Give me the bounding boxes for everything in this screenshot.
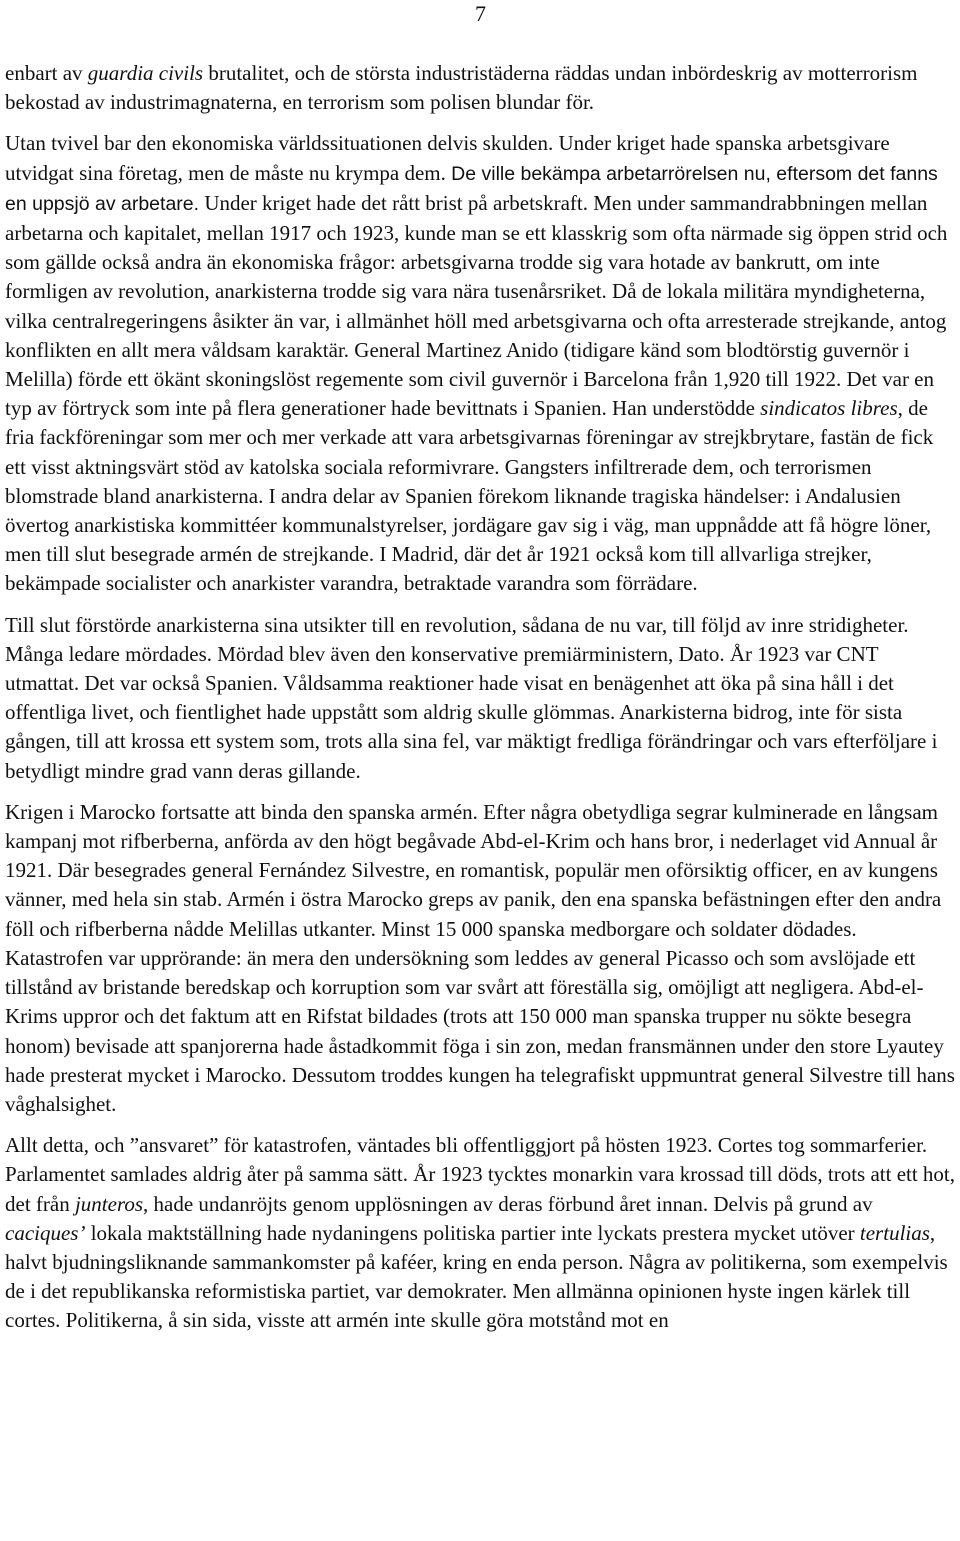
text-run-italic: sindicatos libres <box>760 396 898 421</box>
text-run: lokala maktställning hade nydaningens politiska partier inte lyckats prestera mycket utöver <box>85 1220 860 1245</box>
document-body <box>5 59 955 1348</box>
paragraph-5 <box>5 1131 955 1335</box>
text-run: , de fria fackföreningar som mer och mer verkade att vara arbetsgivarnas föreningar av strejkbrytare, fastän de fick ett visst aktningsvärt stöd av katolska sociala reformivrare. Gangsters infiltrerade dem, och terrorismen blomstrade bland anarkisterna. I andra delar av Spanien förekom liknande tragiska händelser: i Andalusien övertog anarkistiska kommittéer kommunalstyrelser, jordägare gav sig i väg, man uppnådde att få högre löner, men till slut besegrade armén de strejkande. I Madrid, där det år 1921 också kom till allvarliga strejker, bekämpade socialister och anarkister varandra, betraktade varandra som förrädare. <box>5 396 934 596</box>
page-number: 7 <box>475 1 486 26</box>
paragraph-3 <box>5 611 955 786</box>
text-run-italic: caciques’ <box>5 1220 86 1245</box>
text-run: Under kriget hade det rått brist på arbetskraft. <box>199 190 594 215</box>
text-run-italic: junteros <box>74 1191 144 1216</box>
text-run: Till slut förstörde anarkisterna sina utsikter till en revolution, sådana de nu var, till följd av inre stridigheter. Många ledare mördades. Mördad blev även den konservative premiärministern, Dato. År 1923 var CNT utmattat. Det var också Spanien. Våldsamma reaktioner hade visat en benägenhet att öka på sina håll i det offentliga livet, och fientlighet hade uppstått som aldrig skulle glömmas. Anarkisterna bidrog, inte för sista gången, till att krossa ett system som, trots alla sina fel, var mäktigt fredliga förändringar och vars efterföljare i betydligt mindre grad vann deras gillande. <box>5 612 938 783</box>
text-run: Men under sammandrabbningen mellan arbetarna och kapitalet, mellan 1917 och 1923, kunde man se ett klasskrig som ofta närmade sig öppen strid och som gällde också andra än ekonomiska frågor: arbetsgivarna trodde sig vara hotade av bankrutt, om inte formligen av revolution, anarkisterna trodde sig vara nära tusenårsriket. Då de lokala militära myndigheterna, vilka centralregeringens åsikter än var, i allmänhet höll med arbetsgivarna och ofta arresterade strejkande, antog konflikten en allt mera våldsam karaktär. General Martinez Anido (tidigare känd som blodtörstig guvernör i Melilla) förde ett ökänt skoningslöst regemente som civil guvernör i Barcelona från 1,920 till 1922. Det var en typ av förtryck som inte på flera generationer hade bevittnats i Spanien. Han understödde <box>5 190 948 421</box>
text-run: , hade undanröjts genom upplösningen av deras förbund året innan. Delvis på grund av <box>143 1191 873 1216</box>
text-run: Krigen i Marocko fortsatte att binda den spanska armén. Efter några obetydliga segrar kulminerade en långsam kampanj mot rifberberna, anförda av den högt begåvade Abd-el-Krim och hans bror, i nederlaget vid Annual år 1921. Där besegrades general Fernández Silvestre, en romantisk, populär men oförsiktig officer, en av kungens vänner, med hela sin stab. Armén i östra Marocko greps av panik, den ena spanska befästningen efter den andra föll och rifberberna nådde Melillas utkanter. Minst 15 000 spanska medborgare och soldater dödades. Katastrofen var upprörande: än mera den undersökning som leddes av general Picasso och som avslöjade ett tillstånd av bristande beredskap och korruption som var svårt att föreställa sig, omöjligt att negligera. Abd-el-Krims uppror och det faktum att en Rifstat bildades (trots att 150 000 man spanska trupper nu sökte besegra honom) bevisade att spanjorerna hade åstadkommit föga i sin zon, medan fransmännen under den store Lyautey hade presterat mycket i Marocko. Dessutom troddes kungen ha telegrafiskt uppmuntrat general Silvestre till hans våghalsighet. <box>5 799 955 1116</box>
text-run: brutalitet, och de största industristäderna räddas undan inbördeskrig av motterrorism bekostad av industrimagnaterna, en terrorism som polisen blundar för. <box>5 61 918 115</box>
text-run: enbart av <box>5 61 88 85</box>
paragraph-4 <box>5 798 955 1119</box>
text-run: , halvt bjudningsliknande sammankomster på kaféer, kring en enda person. Några av politikerna, som exempelvis de i det republikanska reformistiska partiet, var demokrater. Men allmänna opinionen hyste ingen kärlek till cortes. Politikerna, å sin sida, visste att armén inte skulle göra motstånd mot en <box>5 1220 948 1333</box>
text-run: Allt detta, och ”ansvaret” för katastrofen, väntades bli offentliggjort på hösten 1923. Cortes tog sommarferier. Parlamentet samlades aldrig åter på samma sätt. År 1923 tycktes monarkin vara krossad till döds, trots att ett hot, det från <box>5 1133 956 1216</box>
paragraph-2 <box>5 129 955 598</box>
text-run-sans: De ville bekämpa arbetarrörelsen nu, eftersom det fanns en uppsjö av arbetare. <box>5 162 938 215</box>
text-run-italic: guardia civils <box>87 61 204 85</box>
text-run: Utan tvivel bar den ekonomiska världssituationen delvis skulden. Under kriget hade spanska arbetsgivare utvidgat sina företag, men de måste nu krympa dem. <box>5 131 890 185</box>
paragraph-1 <box>5 59 955 117</box>
text-run-italic: tertulias <box>859 1220 930 1245</box>
